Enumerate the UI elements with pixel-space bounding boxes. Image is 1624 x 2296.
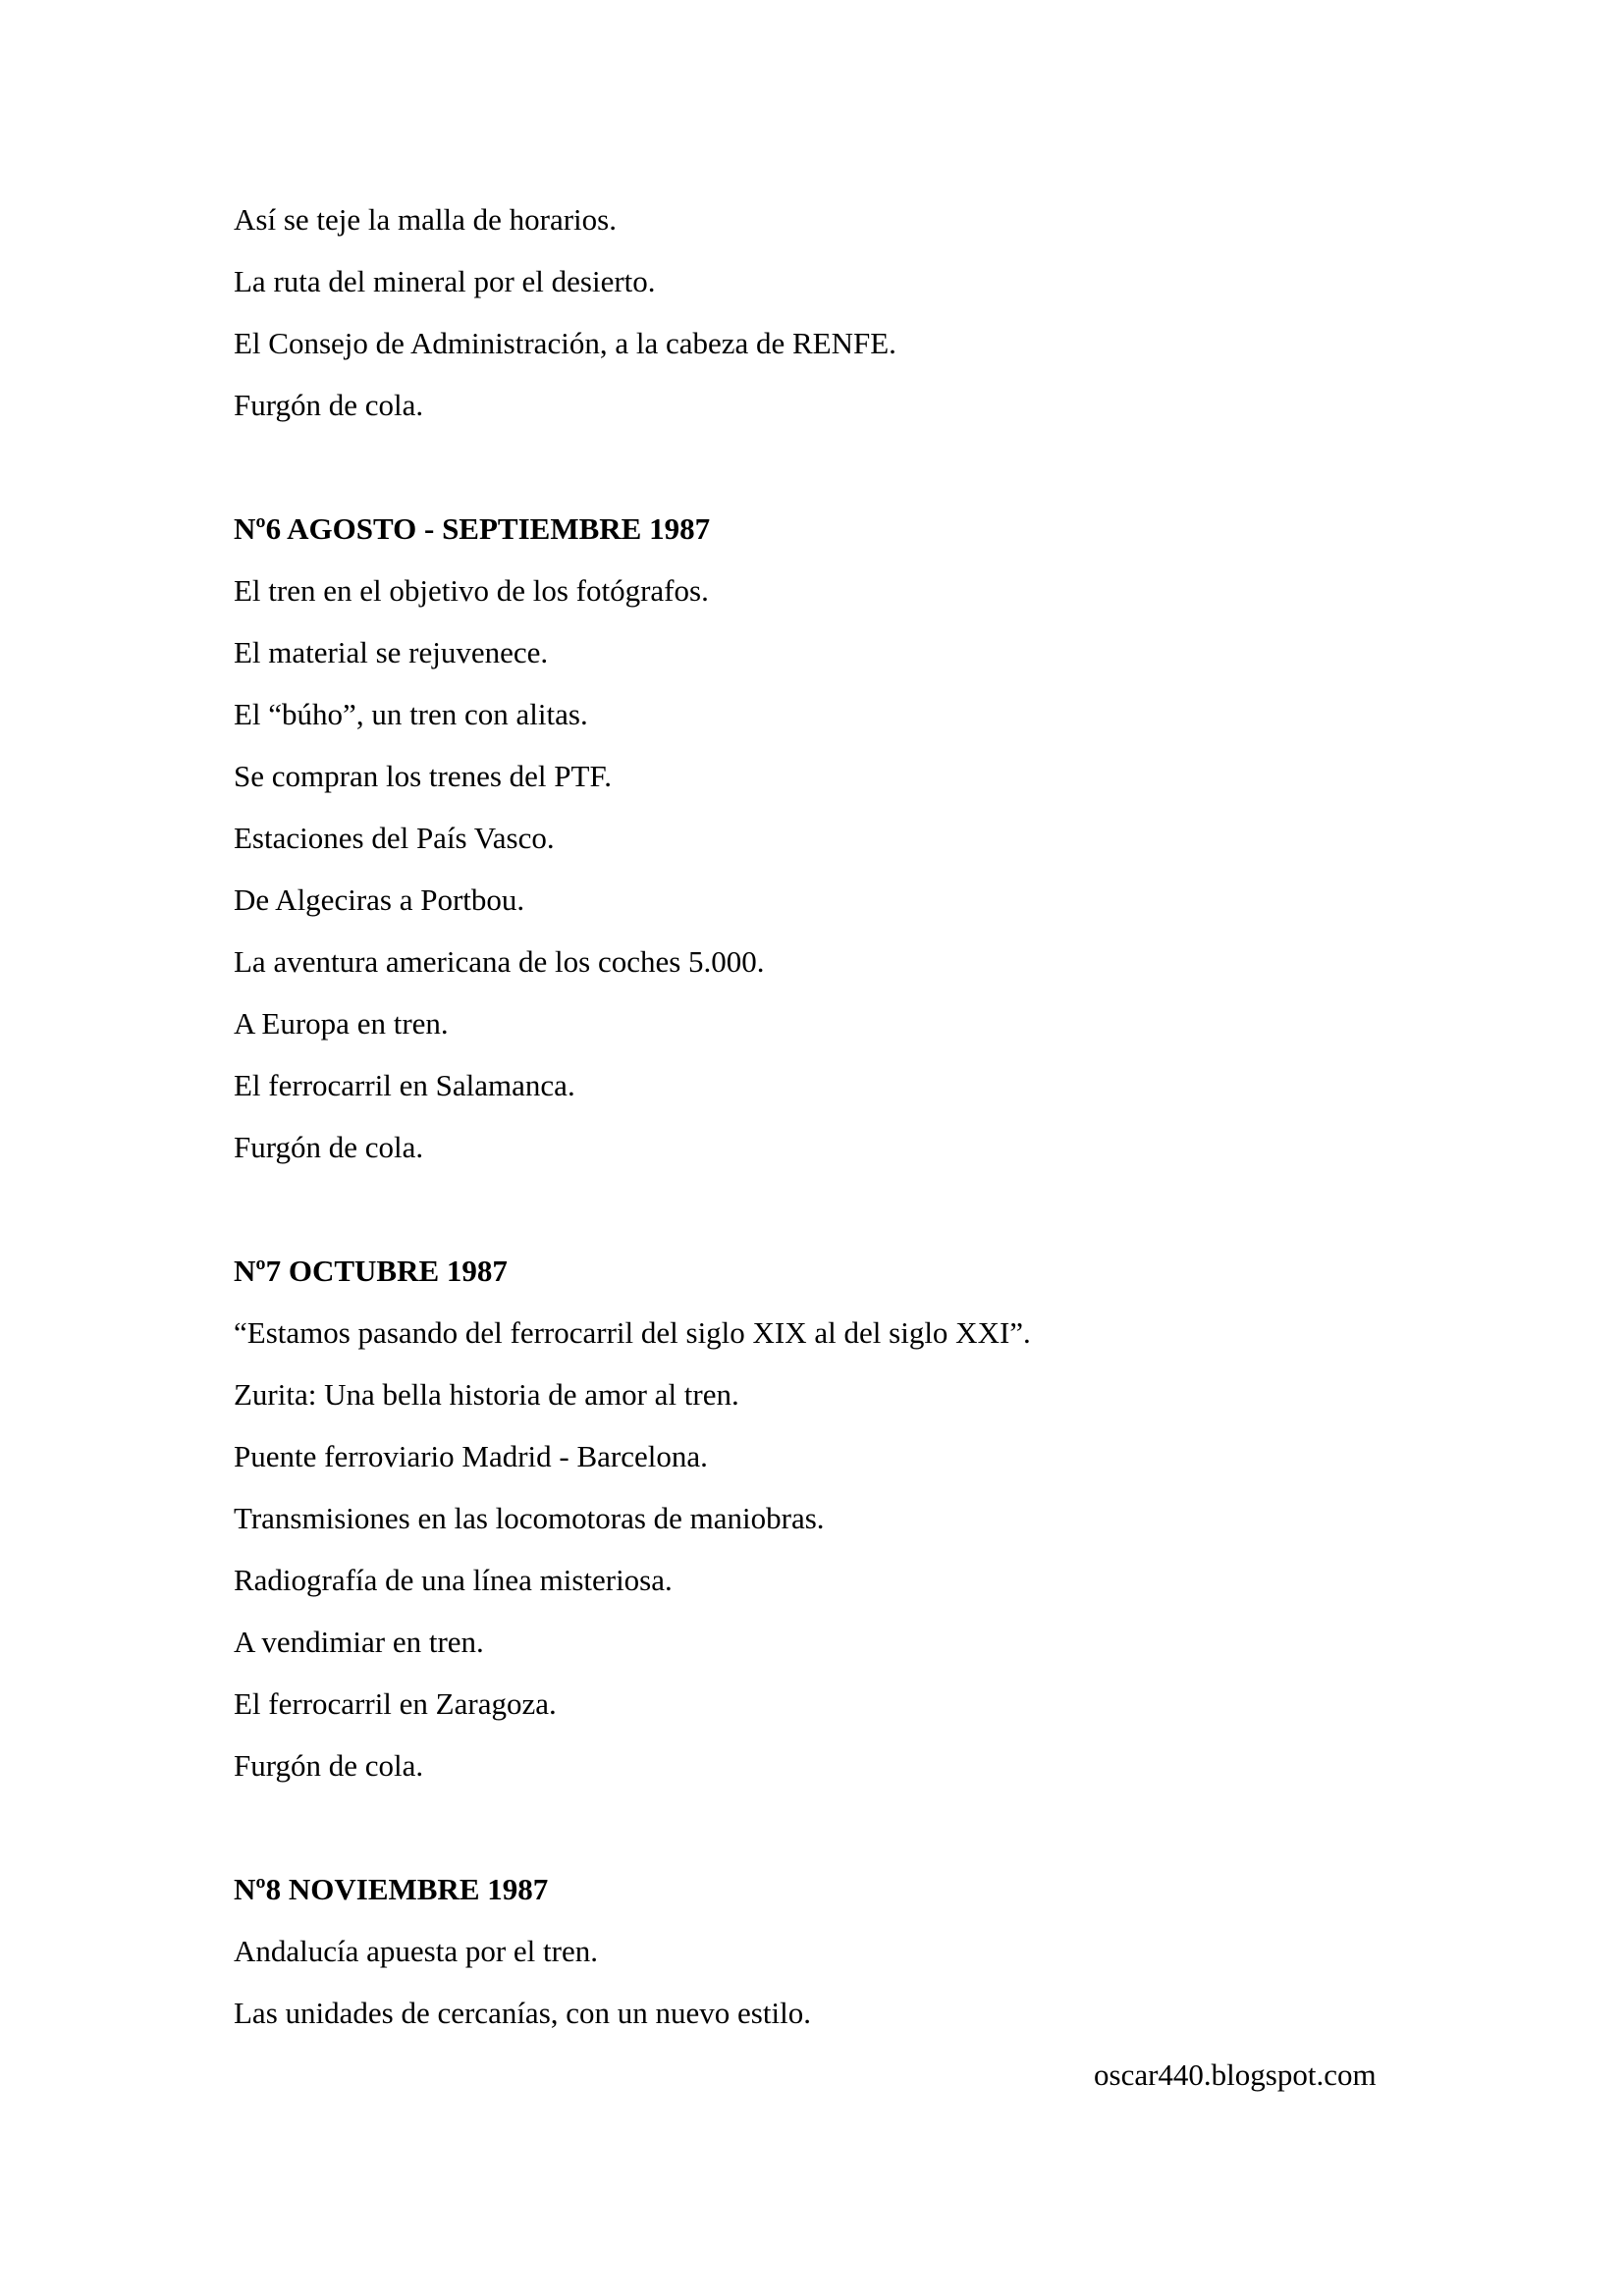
list-item: Así se teje la malla de horarios. xyxy=(234,202,617,237)
section-spacer xyxy=(234,1796,1402,1858)
list-item: La ruta del mineral por el desierto. xyxy=(234,264,656,298)
section-spacer xyxy=(234,436,1402,498)
list-item: El Consejo de Administración, a la cabeza de RENFE. xyxy=(234,326,896,360)
list-item: A Europa en tren. xyxy=(234,1006,449,1041)
list-item: A vendimiar en tren. xyxy=(234,1625,484,1659)
section-heading: Nº8 NOVIEMBRE 1987 xyxy=(234,1872,549,1906)
list-item: El tren en el objetivo de los fotógrafos. xyxy=(234,573,709,608)
list-item: “Estamos pasando del ferrocarril del siglo XIX al del siglo XXI”. xyxy=(234,1315,1031,1350)
section-spacer xyxy=(234,1178,1402,1240)
list-item: Las unidades de cercanías, con un nuevo estilo. xyxy=(234,1996,811,2030)
section-continuation xyxy=(234,188,1402,436)
list-item: Andalucía apuesta por el tren. xyxy=(234,1934,598,1968)
list-item: El “búho”, un tren con alitas. xyxy=(234,697,588,731)
list-item: La aventura americana de los coches 5.000. xyxy=(234,944,765,979)
list-item: Transmisiones en las locomotoras de maniobras. xyxy=(234,1501,825,1535)
list-item: El ferrocarril en Salamanca. xyxy=(234,1068,575,1102)
document-body xyxy=(234,188,1402,2044)
list-item: Furgón de cola. xyxy=(234,388,424,422)
section-issue-8 xyxy=(234,1858,1402,2044)
list-item: Estaciones del País Vasco. xyxy=(234,821,555,855)
section-heading: Nº7 OCTUBRE 1987 xyxy=(234,1254,508,1288)
list-item: Puente ferroviario Madrid - Barcelona. xyxy=(234,1439,708,1473)
list-item: Se compran los trenes del PTF. xyxy=(234,759,612,793)
list-item: De Algeciras a Portbou. xyxy=(234,882,525,917)
section-heading: Nº6 AGOSTO - SEPTIEMBRE 1987 xyxy=(234,511,711,546)
section-issue-7 xyxy=(234,1240,1402,1796)
section-issue-6 xyxy=(234,498,1402,1178)
list-item: Zurita: Una bella historia de amor al tren. xyxy=(234,1377,739,1412)
list-item: El ferrocarril en Zaragoza. xyxy=(234,1686,557,1721)
page-footer-url: oscar440.blogspot.com xyxy=(1094,2057,1377,2092)
list-item: Furgón de cola. xyxy=(234,1130,424,1164)
list-item: Furgón de cola. xyxy=(234,1748,424,1783)
list-item: Radiografía de una línea misteriosa. xyxy=(234,1563,673,1597)
list-item: El material se rejuvenece. xyxy=(234,635,549,669)
